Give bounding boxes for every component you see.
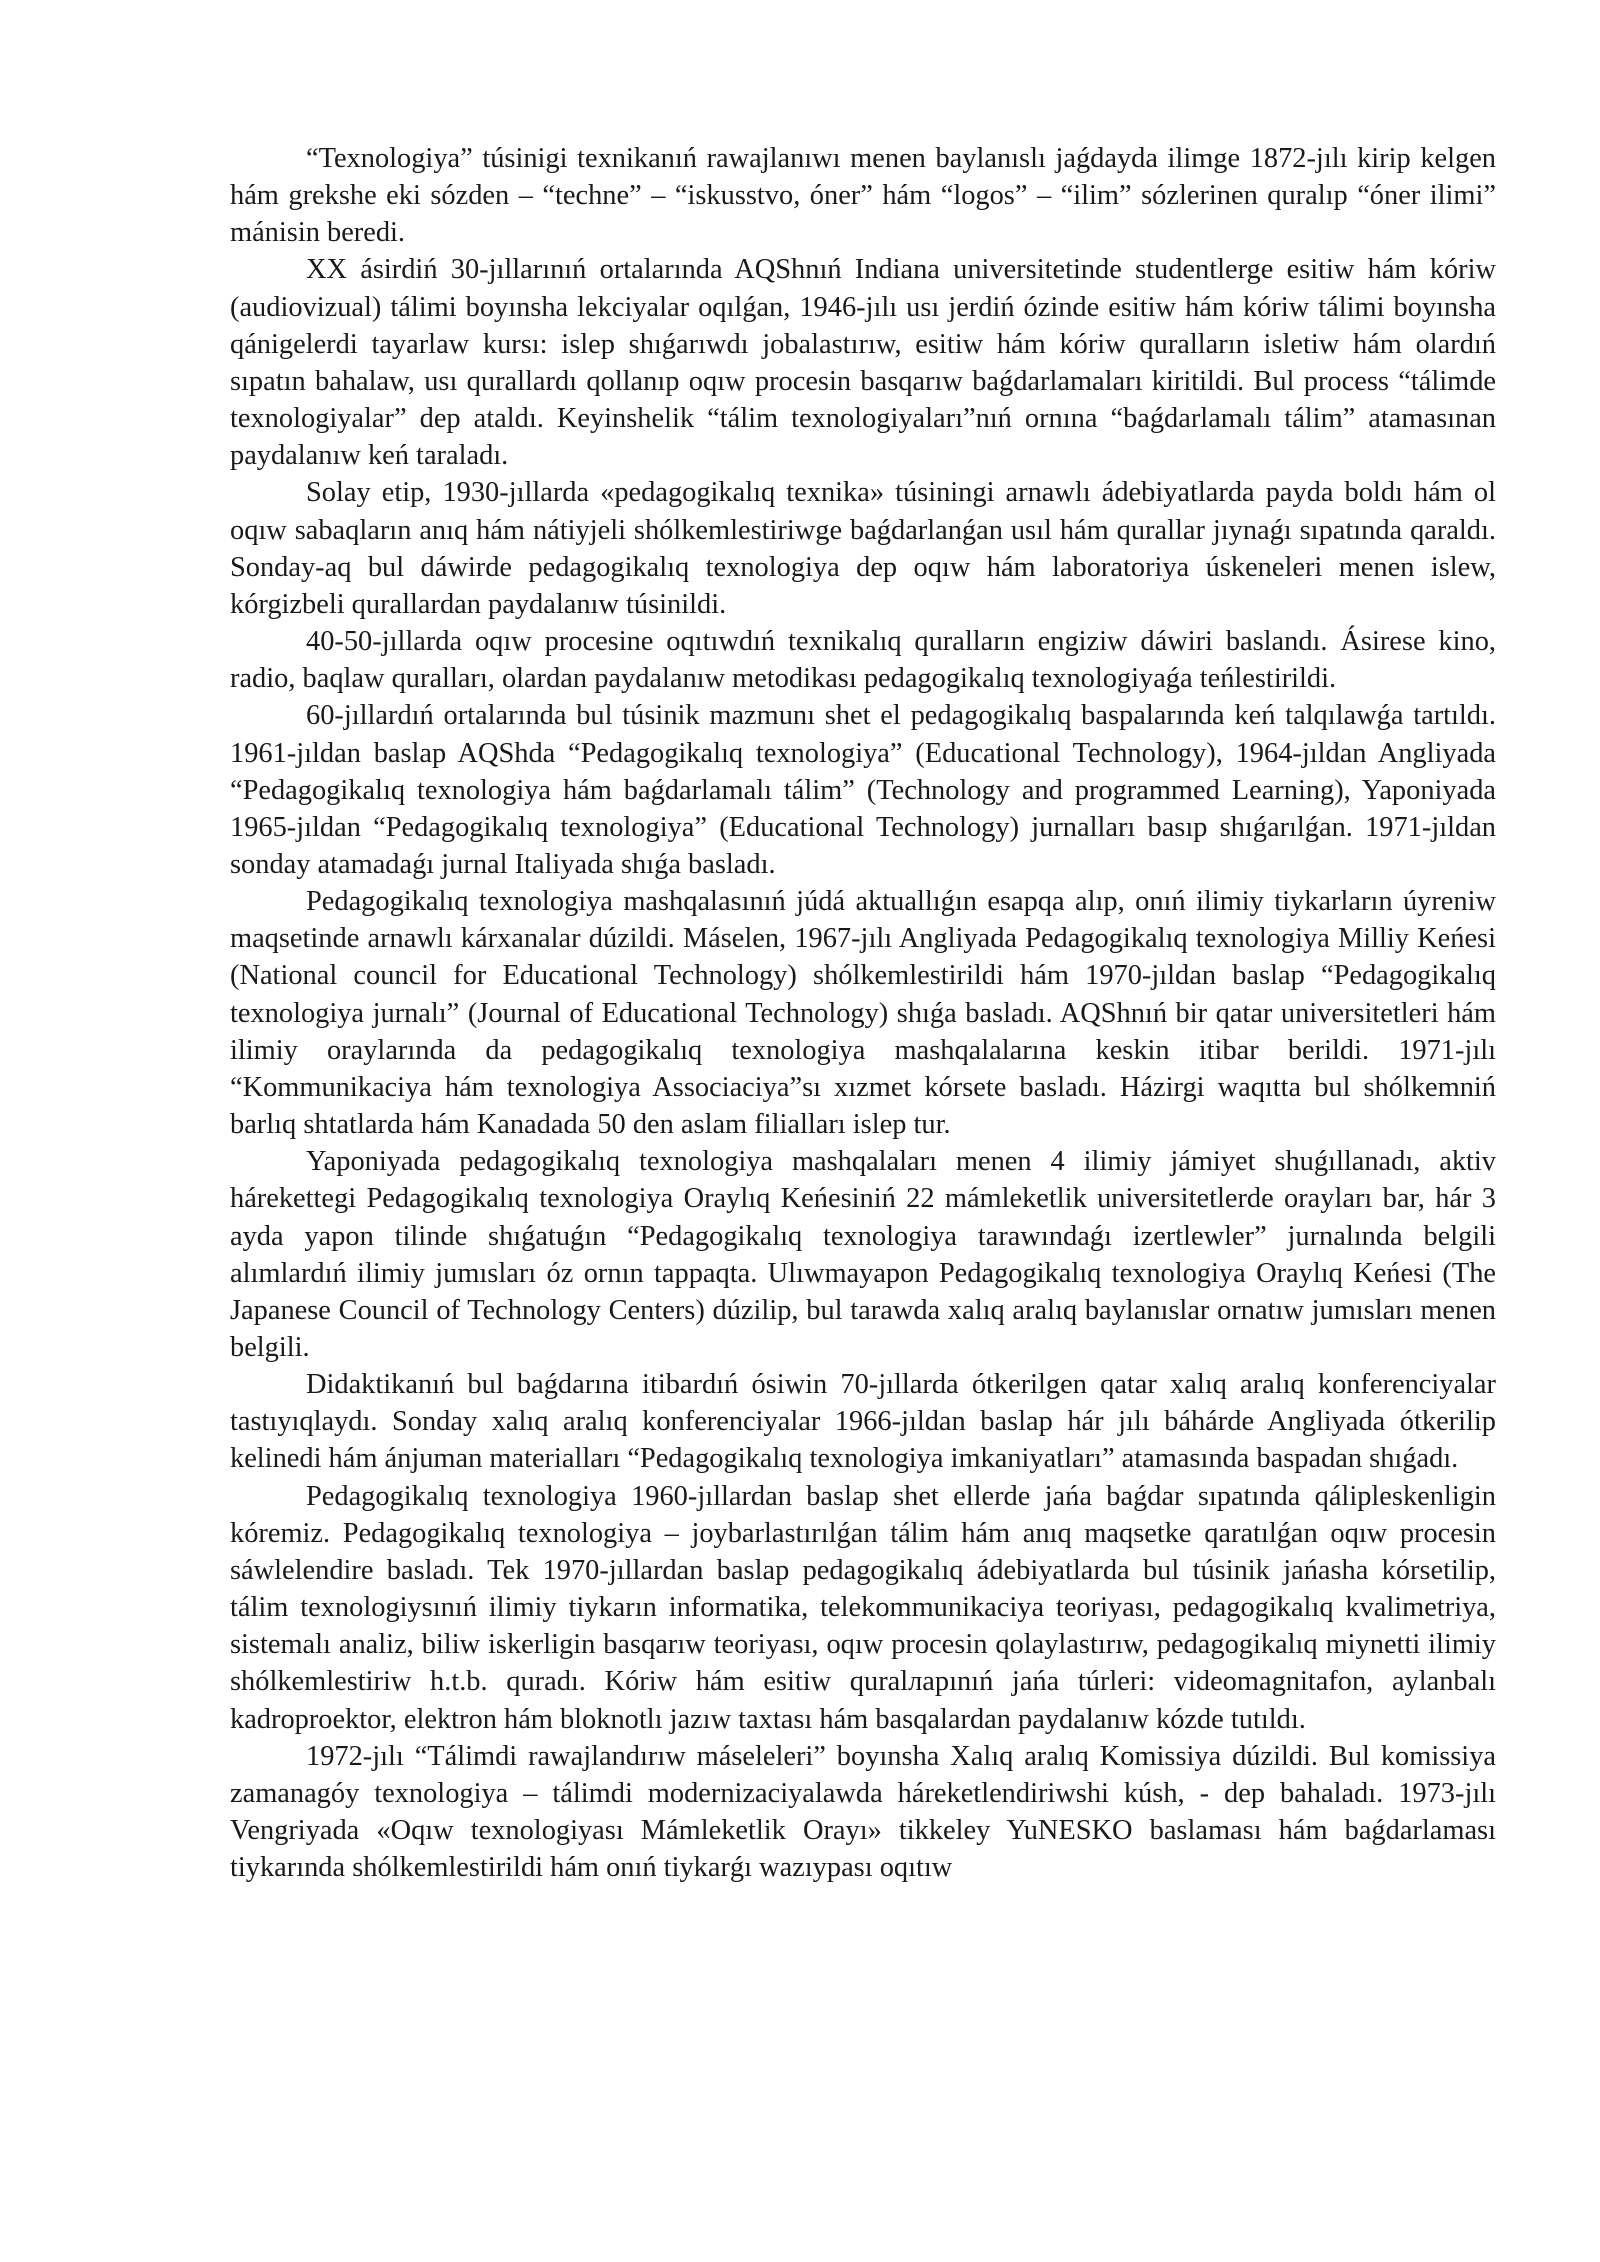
- paragraph-8: Didaktikanıń bul baǵdarına itibardıń ósiwin 70-jıllarda ótkerilgen qatar xalıq aralıq konferenciyalar tastıyıqlaydı. Sonday xalıq aralıq konferenciyalar 1966-jıldan baslap hár jılı báhárde Angliyada ótkerilip kelinedi hám ánjuman materialları “Pedagogikalıq texnologiya imkaniyatları” atamasında baspadan shıǵadı.: [230, 1369, 1496, 1475]
- document-page: [230, 140, 1496, 1886]
- paragraph-1: “Texnologiya” túsinigi texnikanıń rawajlanıwı menen baylanıslı jaǵdayda ilimge 1872-jılı kirip kelgen hám grekshe eki sózden – “techne” – “iskusstvo, óner” hám “logos” – “ilim” sózlerinen quralıp “óner ilimi” mánisin beredi.: [230, 143, 1496, 249]
- paragraph-6: Pedagogikalıq texnologiya mashqalasınıń júdá aktuallıǵın esapqa alıp, onıń ilimiy tiykarların úyreniw maqsetinde arnawlı kárxanalar dúzildi. Máselen, 1967-jılı Angliyada Pedagogikalıq texnologiya Milliy Keńesi (National council for Educational Technology) shólkemlestirildi hám 1970-jıldan baslap “Pedagogikalıq texnologiya jurnalı” (Journal of Educational Technology) shıǵa basladı. AQShnıń bir qatar universitetleri hám ilimiy oraylarında da pedagogikalıq texnologiya mashqalalarına keskin itibar berildi. 1971-jılı “Kommunikaciya hám texnologiya Associaciya”sı xızmet kórsete basladı. Házirgi waqıtta bul shólkemniń barlıq shtatlarda hám Kanadada 50 den aslam filialları islep tur.: [230, 886, 1496, 1141]
- paragraph-3: Solay etip, 1930-jıllarda «pedagogikalıq texnika» túsiningi arnawlı ádebiyatlarda payda boldı hám ol oqıw sabaqların anıq hám nátiyjeli shólkemlestiriwge baǵdarlanǵan usıl hám qurallar jıynaǵı sıpatında qaraldı. Sonday-aq bul dáwirde pedagogikalıq texnologiya dep oqıw hám laboratoriya úskeneleri menen islew, kórgizbeli qurallardan paydalanıw túsinildi.: [230, 477, 1496, 620]
- paragraph-5: 60-jıllardıń ortalarında bul túsinik mazmunı shet el pedagogikalıq baspalarında keń talqılawǵa tartıldı. 1961-jıldan baslap AQShda “Pedagogikalıq texnologiya” (Educational Technology), 1964-jıldan Angliyada “Pedagogikalıq texnologiya hám baǵdarlamalı tálim” (Technology and programmed Learning), Yaponiyada 1965-jıldan “Pedagogikalıq texnologiya” (Educational Technology) jurnalları basıp shıǵarılǵan. 1971-jıldan sonday atamadaǵı jurnal Italiyada shıǵa basladı.: [230, 700, 1496, 880]
- paragraph-2: XX ásirdiń 30-jıllarınıń ortalarında AQShnıń Indiana universitetinde studentlerge esitiw hám kóriw (audiovizual) tálimi boyınsha lekciyalar oqılǵan, 1946-jılı usı jerdiń ózinde esitiw hám kóriw tálimi boyınsha qánigelerdi tayarlaw kursı: islep shıǵarıwdı jobalastırıw, esitiw hám kóriw quralların isletiw hám olardıń sıpatın bahalaw, usı qurallardı qollanıp oqıw procesin basqarıw baǵdarlamaları kiritildi. Bul process “tálimde texnologiyalar” dep ataldı. Keyinshelik “tálim texnologiyaları”nıń ornına “baǵdarlamalı tálim” atamasınan paydalanıw keń taraladı.: [230, 254, 1496, 472]
- paragraph-7: Yaponiyada pedagogikalıq texnologiya mashqalaları menen 4 ilimiy jámiyet shuǵıllanadı, aktiv hárekettegi Pedagogikalıq texnologiya Oraylıq Keńesiniń 22 mámleketlik universitetlerde orayları bar, hár 3 ayda yapon tilinde shıǵatuǵın “Pedagogikalıq texnologiya tarawındaǵı izertlewler” jurnalında belgili alımlardıń ilimiy jumısları óz ornın tappaqta. Ulıwmayapon Pedagogikalıq texnologiya Oraylıq Keńesi (The Japanese Council of Technology Centers) dúzilip, bul tarawda xalıq aralıq baylanıslar ornatıw jumısları menen belgili.: [230, 1146, 1496, 1363]
- paragraph-10: 1972-jılı “Tálimdi rawajlandırıw máseleleri” boyınsha Xalıq aralıq Komissiya dúzildi. Bul komissiya zamanagóy texnologiya – tálimdi modernizaciyalawda háreketlendiriwshi kúsh, - dep bahaladı. 1973-jılı Vengriyada «Oqıw texnologiyası Mámleketlik Orayı» tikkeley YuNESKO baslaması hám baǵdarlaması tiykarında shólkemlestirildi hám onıń tiykarǵı wazıypası oqıtıw: [230, 1740, 1496, 1884]
- paragraph-4: 40-50-jıllarda oqıw procesine oqıtıwdıń texnikalıq quralların engiziw dáwiri baslandı. Ásirese kino, radio, baqlaw quralları, olardan paydalanıw metodikası pedagogikalıq texnologiyaǵa teńlestirildi.: [230, 626, 1496, 695]
- paragraph-9: Pedagogikalıq texnologiya 1960-jıllardan baslap shet ellerde jańa baǵdar sıpatında qálipleskenligin kóremiz. Pedagogikalıq texnologiya – joybarlastırılǵan tálim hám anıq maqsetke qaratılǵan oqıw procesin sáwlelendire basladı. Tek 1970-jıllardan baslap pedagogikalıq ádebiyatlarda bul túsinik jańasha kórsetilip, tálim texnologiysınıń ilimiy tiykarın informatika, telekommunikaciya teoriyası, pedagogikalıq kvalimetriya, sistemalı analiz, biliw iskerligin basqarıw teoriyası, oqıw procesin qolaylastırıw, pedagogikalıq miynetti ilimiy shólkemlestiriw h.t.b. quradı. Kóriw hám esitiw quralларınıń jańa túrleri: videomagnitafon, aylanbalı kadroproektor, elektron hám bloknotlı jazıw taxtası hám basqalardan paydalanıw kózde tutıldı.: [230, 1480, 1496, 1735]
